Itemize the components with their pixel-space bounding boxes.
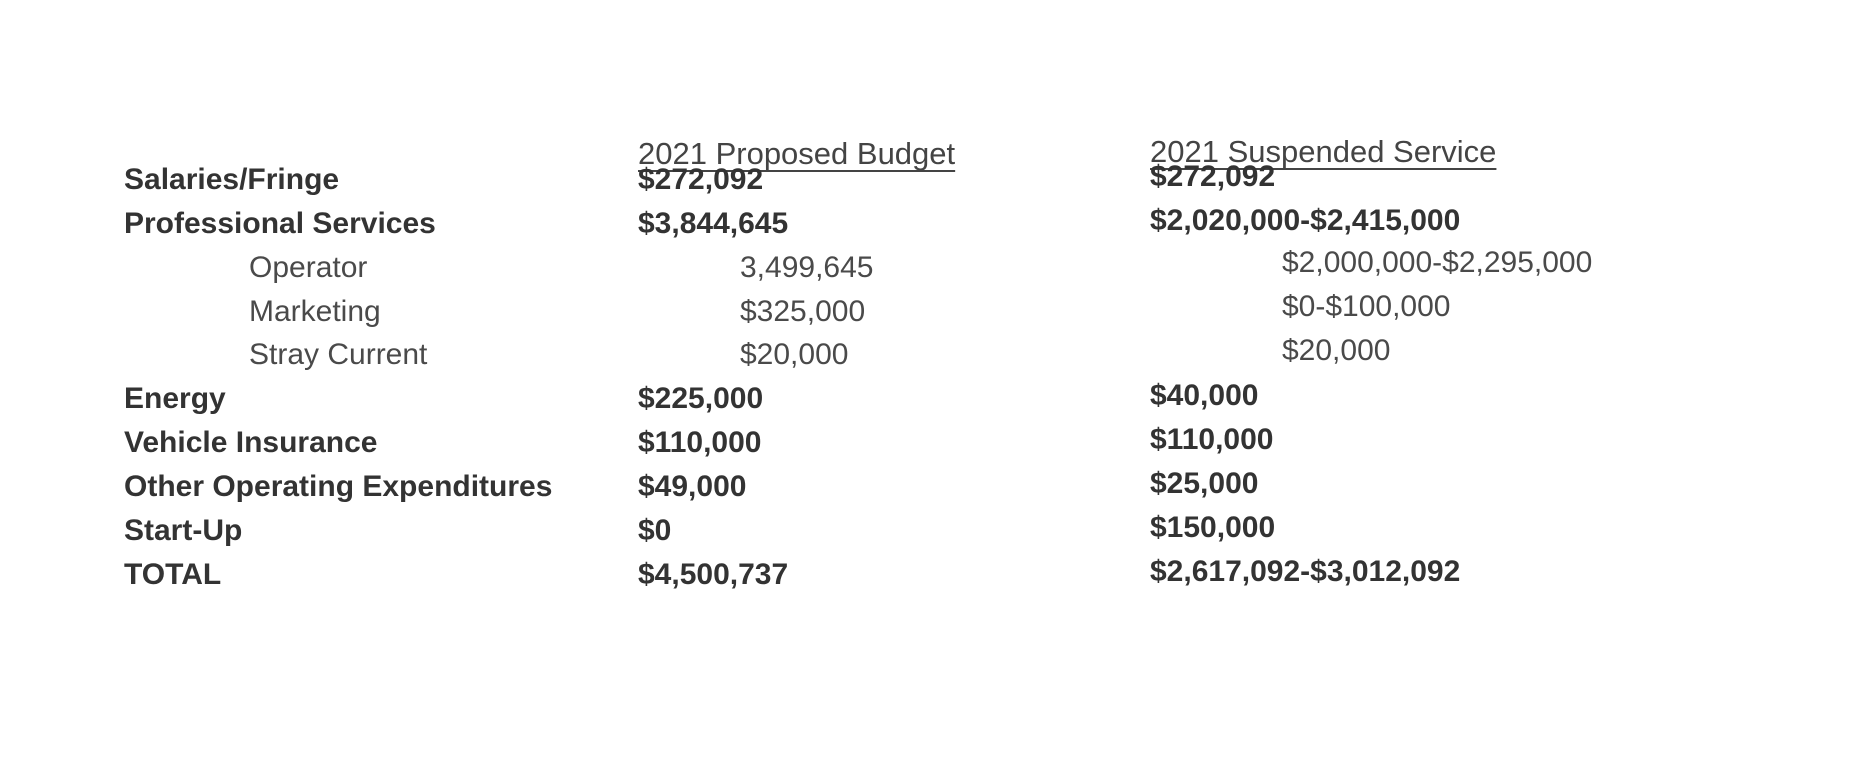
proposed-value: $325,000 xyxy=(740,295,866,328)
suspended-value: $2,020,000-$2,415,000 xyxy=(1150,204,1461,237)
row-label: Professional Services xyxy=(124,207,436,240)
row-vehicle-insurance xyxy=(0,421,1854,465)
proposed-value: $4,500,737 xyxy=(638,558,789,591)
row-label: Salaries/Fringe xyxy=(124,163,340,196)
proposed-value: $3,844,645 xyxy=(638,207,789,240)
row-operator xyxy=(0,246,1854,290)
row-energy xyxy=(0,377,1854,421)
suspended-value: $20,000 xyxy=(1282,334,1391,367)
proposed-value: $49,000 xyxy=(638,470,747,503)
proposed-value: $0 xyxy=(638,514,672,547)
row-stray-current xyxy=(0,333,1854,377)
row-label: Energy xyxy=(124,382,226,415)
proposed-budget-header: 2021 Proposed Budget xyxy=(638,136,956,171)
row-salaries-fringe xyxy=(0,158,1854,202)
row-label: Vehicle Insurance xyxy=(124,426,378,459)
row-other-operating-expenditures xyxy=(0,465,1854,509)
row-label: Marketing xyxy=(249,295,381,328)
proposed-value: $20,000 xyxy=(740,338,849,371)
suspended-service-header: 2021 Suspended Service xyxy=(1150,134,1497,169)
row-marketing xyxy=(0,290,1854,334)
row-label: Other Operating Expenditures xyxy=(124,470,553,503)
suspended-value: $0-$100,000 xyxy=(1282,290,1451,323)
row-label: Stray Current xyxy=(249,338,428,371)
suspended-value: $110,000 xyxy=(1150,423,1274,456)
proposed-value: $225,000 xyxy=(638,382,764,415)
suspended-value: $150,000 xyxy=(1150,511,1276,544)
row-label: TOTAL xyxy=(124,558,222,591)
row-label: Operator xyxy=(249,251,368,284)
row-start-up xyxy=(0,509,1854,553)
proposed-value: $110,000 xyxy=(638,426,762,459)
proposed-value: $272,092 xyxy=(638,163,764,196)
suspended-value: $2,000,000-$2,295,000 xyxy=(1282,246,1593,279)
row-label: Start-Up xyxy=(124,514,243,547)
suspended-value: $40,000 xyxy=(1150,379,1259,412)
suspended-value: $25,000 xyxy=(1150,467,1259,500)
row-total xyxy=(0,553,1854,597)
suspended-value: $272,092 xyxy=(1150,160,1276,193)
proposed-value: 3,499,645 xyxy=(740,251,874,284)
row-professional-services xyxy=(0,202,1854,246)
suspended-value: $2,617,092-$3,012,092 xyxy=(1150,555,1461,588)
